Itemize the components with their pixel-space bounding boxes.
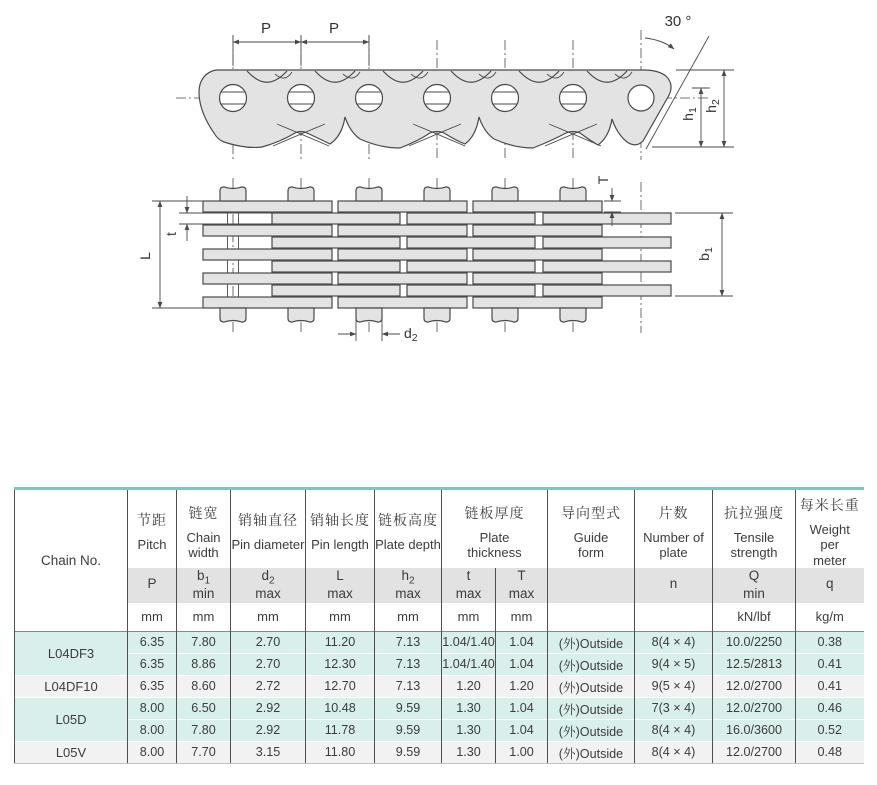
data-cell: 8.00 bbox=[128, 741, 177, 763]
symbol-h2: $h_2$ max bbox=[375, 568, 442, 603]
header-row-names bbox=[15, 489, 864, 568]
data-cell: 1.30 bbox=[442, 697, 496, 719]
col-header-chain-width: 链宽 Chain width bbox=[177, 489, 231, 568]
col-header-plate-thickness: 链板厚度 Plate thickness bbox=[442, 489, 548, 568]
table-row bbox=[15, 719, 864, 741]
data-cell: 1.04 bbox=[496, 653, 548, 675]
data-cell: (外)Outside bbox=[548, 675, 635, 697]
data-cell: 12.0/2700 bbox=[713, 697, 796, 719]
chain-name: L05D bbox=[15, 697, 128, 741]
data-cell: 1.04 bbox=[496, 631, 548, 653]
data-cell: 0.41 bbox=[796, 675, 864, 697]
data-cell: 9.59 bbox=[375, 719, 442, 741]
t-label: t bbox=[163, 232, 179, 236]
col-header-guide-form: 导向型式 Guide form bbox=[548, 489, 635, 568]
plate-group-a bbox=[203, 201, 602, 308]
unit-cell: mm bbox=[128, 603, 177, 632]
data-cell: 1.30 bbox=[442, 741, 496, 763]
col-header-tensile-strength: 抗拉强度 Tensile strength bbox=[713, 489, 796, 568]
data-cell: 2.70 bbox=[231, 631, 306, 653]
table-row bbox=[15, 653, 864, 675]
b1-dimension bbox=[675, 213, 733, 296]
data-cell: 7.80 bbox=[177, 631, 231, 653]
header-row-symbols bbox=[15, 568, 864, 603]
data-cell: 8.00 bbox=[128, 697, 177, 719]
col-header-plate-depth: 链板高度 Plate depth bbox=[375, 489, 442, 568]
chain-name: L04DF10 bbox=[15, 675, 128, 697]
data-cell: 9.59 bbox=[375, 697, 442, 719]
symbol-L: L max bbox=[306, 568, 375, 603]
chain-spec-table bbox=[14, 487, 864, 764]
data-cell: 8(4 × 4) bbox=[635, 631, 713, 653]
col-header-number-of-plate: 片数 Number of plate bbox=[635, 489, 713, 568]
data-cell: 2.72 bbox=[231, 675, 306, 697]
angle-label: 30 ° bbox=[664, 13, 692, 30]
data-cell: 1.30 bbox=[442, 719, 496, 741]
pitch-label-1: P bbox=[260, 20, 272, 37]
data-cell: 10.48 bbox=[306, 697, 375, 719]
data-cell: 12.0/2700 bbox=[713, 741, 796, 763]
T-label: T bbox=[595, 175, 611, 185]
data-cell: 12.0/2700 bbox=[713, 675, 796, 697]
data-cell: 1.04 bbox=[496, 719, 548, 741]
data-cell: 3.15 bbox=[231, 741, 306, 763]
unit-cell bbox=[635, 603, 713, 632]
unit-cell: mm bbox=[306, 603, 375, 632]
table-row bbox=[15, 697, 864, 719]
unit-cell: mm bbox=[231, 603, 306, 632]
data-cell: 1.04 bbox=[496, 697, 548, 719]
data-cell: 0.38 bbox=[796, 631, 864, 653]
data-cell: 6.35 bbox=[128, 653, 177, 675]
data-cell: 11.20 bbox=[306, 631, 375, 653]
data-cell: 1.00 bbox=[496, 741, 548, 763]
col-header-pin-length: 销轴长度 Pin length bbox=[306, 489, 375, 568]
symbol-p: P bbox=[128, 568, 177, 603]
data-cell: 0.41 bbox=[796, 653, 864, 675]
data-cell: 7.70 bbox=[177, 741, 231, 763]
data-cell: 2.92 bbox=[231, 697, 306, 719]
data-cell: (外)Outside bbox=[548, 697, 635, 719]
col-header-pin-diameter: 销轴直径 Pin diameter bbox=[231, 489, 306, 568]
L-label: L bbox=[137, 252, 153, 260]
data-cell: 0.48 bbox=[796, 741, 864, 763]
data-cell: 9(4 × 5) bbox=[635, 653, 713, 675]
symbol-n: n bbox=[635, 568, 713, 603]
data-cell: 11.80 bbox=[306, 741, 375, 763]
data-cell: 1.04/1.40 bbox=[442, 653, 496, 675]
data-cell: 12.70 bbox=[306, 675, 375, 697]
chain-no-header: Chain No. bbox=[15, 489, 128, 632]
data-cell: 7.13 bbox=[375, 653, 442, 675]
data-cell: (外)Outside bbox=[548, 719, 635, 741]
pitch-dimension bbox=[233, 20, 369, 66]
data-cell: 10.0/2250 bbox=[713, 631, 796, 653]
data-cell: 0.52 bbox=[796, 719, 864, 741]
data-cell: 6.35 bbox=[128, 675, 177, 697]
length-dimension bbox=[137, 201, 203, 308]
unit-cell: mm bbox=[375, 603, 442, 632]
col-header-pitch: 节距 Pitch bbox=[128, 489, 177, 568]
unit-cell: kN/lbf bbox=[713, 603, 796, 632]
data-cell: 2.92 bbox=[231, 719, 306, 741]
symbol-Q: Q min bbox=[713, 568, 796, 603]
data-cell: 12.5/2813 bbox=[713, 653, 796, 675]
data-cell: (外)Outside bbox=[548, 741, 635, 763]
data-cell: 8.86 bbox=[177, 653, 231, 675]
pitch-label-2: P bbox=[328, 20, 340, 37]
data-cell: 7(3 × 4) bbox=[635, 697, 713, 719]
data-cell: 16.0/3600 bbox=[713, 719, 796, 741]
data-cell: 9.59 bbox=[375, 741, 442, 763]
data-cell: 7.80 bbox=[177, 719, 231, 741]
symbol-t: t max bbox=[442, 568, 496, 603]
unit-cell: mm bbox=[496, 603, 548, 632]
data-cell: 6.35 bbox=[128, 631, 177, 653]
data-cell: 7.13 bbox=[375, 631, 442, 653]
table-row bbox=[15, 741, 864, 763]
symbol-b1: $b_1$ min bbox=[177, 568, 231, 603]
table-row bbox=[15, 631, 864, 653]
unit-cell: kg/m bbox=[796, 603, 864, 632]
data-cell: 7.13 bbox=[375, 675, 442, 697]
data-cell: 1.20 bbox=[442, 675, 496, 697]
table-row bbox=[15, 675, 864, 697]
data-cell: 8.60 bbox=[177, 675, 231, 697]
data-cell: 12.30 bbox=[306, 653, 375, 675]
data-cell: 11.78 bbox=[306, 719, 375, 741]
data-cell: 2.70 bbox=[231, 653, 306, 675]
end-link-hole bbox=[628, 85, 654, 111]
plan-view-drawing bbox=[137, 175, 733, 344]
symbol-q: q bbox=[796, 568, 864, 603]
unit-cell: mm bbox=[442, 603, 496, 632]
b1-label: $b_1$ bbox=[696, 247, 715, 261]
data-cell: (外)Outside bbox=[548, 653, 635, 675]
h1-label: $h_1$ bbox=[680, 107, 699, 121]
col-header-weight-per-meter: 每米长重 Weight per meter bbox=[796, 489, 864, 568]
h2-label: $h_2$ bbox=[703, 99, 722, 113]
data-cell: 1.20 bbox=[496, 675, 548, 697]
symbol-d2: $d_2$ max bbox=[231, 568, 306, 603]
data-cell: 8(4 × 4) bbox=[635, 741, 713, 763]
data-cell: 8.00 bbox=[128, 719, 177, 741]
data-cell: 9(5 × 4) bbox=[635, 675, 713, 697]
data-cell: 6.50 bbox=[177, 697, 231, 719]
unit-cell bbox=[548, 603, 635, 632]
unit-cell: mm bbox=[177, 603, 231, 632]
side-view-drawing bbox=[176, 13, 734, 160]
symbol-T: T max bbox=[496, 568, 548, 603]
header-row-units bbox=[15, 603, 864, 632]
chain-name: L05V bbox=[15, 741, 128, 763]
data-cell: 1.04/1.40 bbox=[442, 631, 496, 653]
data-cell: 8(4 × 4) bbox=[635, 719, 713, 741]
data-cell: 0.46 bbox=[796, 697, 864, 719]
chain-name: L04DF3 bbox=[15, 631, 128, 675]
symbol-guide-blank bbox=[548, 568, 635, 603]
data-cell: (外)Outside bbox=[548, 631, 635, 653]
d2-label: $d_2$ bbox=[404, 325, 418, 344]
